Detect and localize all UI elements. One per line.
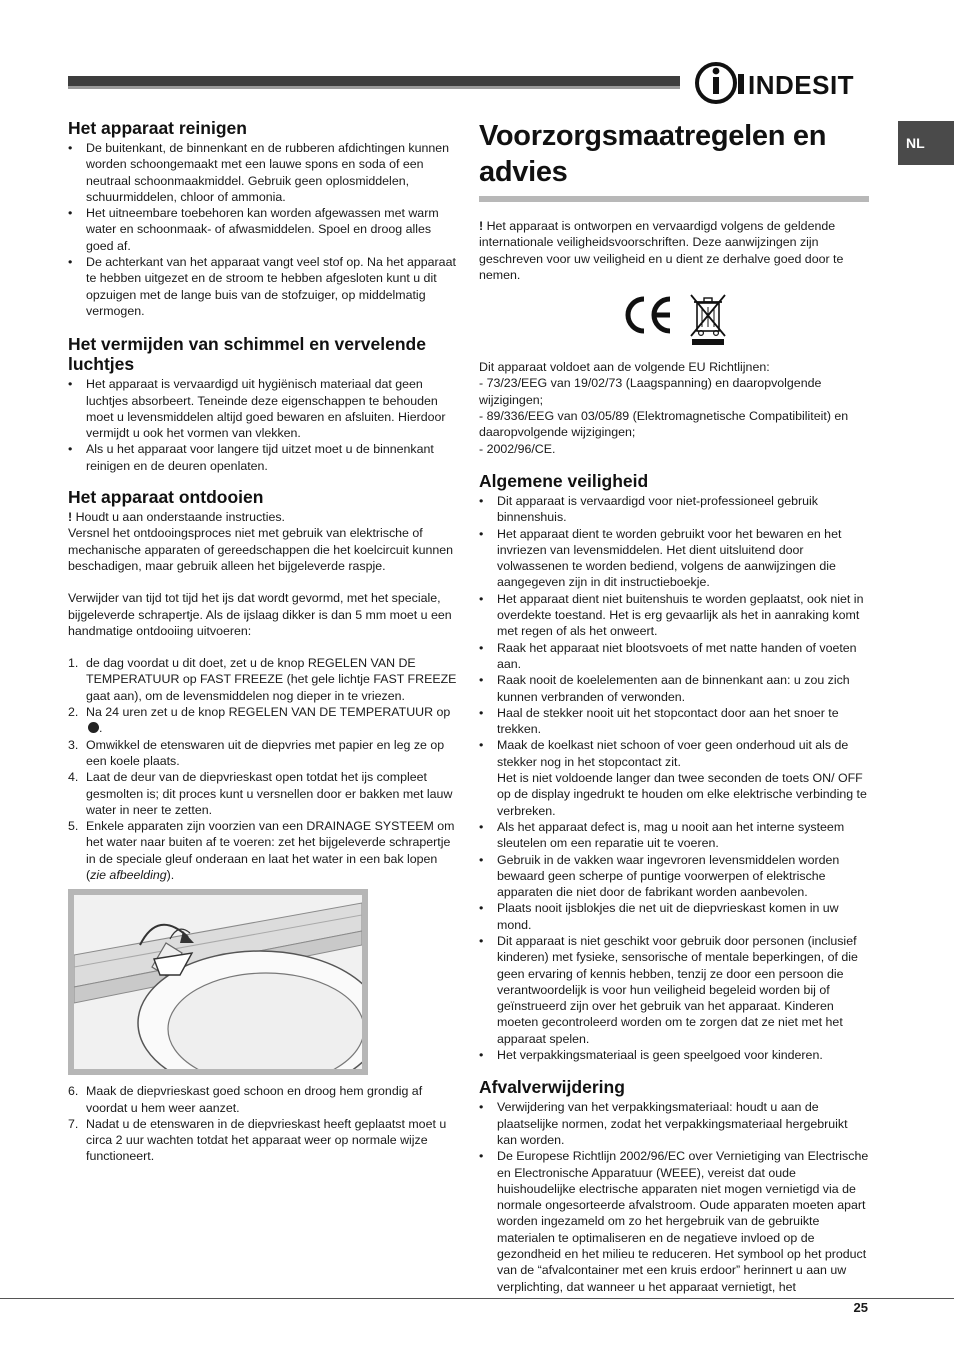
directives-intro: Dit apparaat voldoet aan de volgende EU Richtlijnen: xyxy=(479,360,770,375)
list-item: • De buitenkant, de binnenkant en de rubberen afdichtingen kunnen worden schoongemaakt met een lauwe spons en soda of een neutraal schoonmaakmiddel. Gebruik geen oplosmiddelen, schuurmiddelen, chloor of ammonia. xyxy=(68,140,458,205)
list-item: • Het apparaat is vervaardigd uit hygiënisch materiaal dat geen luchtjes absorbeert. Teneinde deze eigenschappen te behouden moet u levensmiddelen altijd goed bewaren en afsluiten. Hierdoor vermijdt u ook het vormen van vlekken. xyxy=(68,376,458,441)
list-item: • Het apparaat dient te worden gebruikt voor het bewaren en het invriezen van levensmiddelen. Het dient uitsluitend door volwassenen te worden bediend, volgens de aanwijzingen die aangegeven zijn in dit instructieboekje. xyxy=(479,526,869,591)
step-item: 7. Nadat u de etenswaren in de diepvrieskast heeft geplaatst moet u circa 2 uur wachten totdat het apparaat weer op normale wijze functioneert. xyxy=(68,1116,447,1164)
reinigen-list xyxy=(68,140,458,319)
list-item: • Het uitneembare toebehoren kan worden afgewassen met warm water en schoonmaak- of afwasmiddelen. Spoel en droog alles goed af. xyxy=(68,205,458,254)
warning-mark: ! xyxy=(68,510,73,525)
section-title-ontdooien: Het apparaat ontdooien xyxy=(68,487,264,508)
drainage-diagram xyxy=(74,895,362,1069)
list-item: • Het verpakkingsmateriaal is geen speelgoed voor kinderen. xyxy=(479,1047,869,1063)
list-item: • Raak het apparaat niet blootsvoets of met natte handen of voeten aan. xyxy=(479,640,869,673)
list-item: • Als u het apparaat voor langere tijd uitzet moet u de binnenkant reinigen en de deuren openlaten. xyxy=(68,441,458,474)
ontdooien-paragraph: Verwijder van tijd tot tijd het ijs dat wordt gevormd, met het speciale, bijgeleverde schrapertje. Als de ijslaag dikker is dan 5 mm moet u een handmatige ontdooiing uitvoeren: xyxy=(68,591,452,638)
directive-line: - 73/23/EEG van 19/02/73 (Laagspanning) en daaropvolgende wijzigingen; xyxy=(479,376,822,407)
ontdooien-paragraph: Versnel het ontdooingsproces niet met gebruik van elektrische of mechanische apparaten of gereedschappen die het koelcircuit kunnen beschadigen, maar gebruik alleen het bijgeleverde raspje. xyxy=(68,526,454,573)
list-item: • Dit apparaat is niet geschikt voor gebruik door personen (inclusief kinderen) met fysieke, sensorische of mentale beperkingen, of die geen ervaring of kennis hebben, tenzij ze door een persoon die verantwoordelijk is voor hun veiligheid begeleid worden bij of geïnstrueerd zijn over het gebruik van het apparaat. Kinderen moeten gecontroleerd worden om te zorgen dat ze niet met het apparaat spelen. xyxy=(479,933,869,1047)
list-item: • Gebruik in de vakken waar ingevroren levensmiddelen worden bewaard geen scherpe of puntige voorwerpen of elektrische apparaten die niet door de fabrikant worden aanbevolen. xyxy=(479,852,869,901)
list-item: • Als het apparaat defect is, mag u nooit aan het interne systeem sleutelen om een reparatie uit te voeren. xyxy=(479,819,869,852)
afval-list xyxy=(479,1099,869,1295)
header-bar xyxy=(68,76,680,86)
list-item: • De achterkant van het apparaat vangt veel stof op. Na het apparaat te hebben uitgezet en de stroom te hebben afgesloten kunt u dit opzuigen met de lange buis van de stofzuiger, op middelmatig vermogen. xyxy=(68,254,458,319)
ce-mark-icon xyxy=(620,293,676,337)
list-item: • Dit apparaat is vervaardigd voor niet-professioneel gebruik binnenshuis. xyxy=(479,493,869,526)
directive-line: - 89/336/EEG van 03/05/89 (Elektromagnetische Compatibiliteit) en daaropvolgende wijzigingen; xyxy=(479,409,849,440)
step-item: 2. Na 24 uren zet u de knop REGELEN VAN DE TEMPERATUUR op . xyxy=(68,705,451,736)
logo-wordmark: INDESIT xyxy=(748,70,855,100)
list-item: • Verwijdering van het verpakkingsmateriaal: houdt u aan de plaatselijke normen, zodat het verpakkingsmateriaal hergebruikt kan worden. xyxy=(479,1099,869,1148)
directive-line: - 2002/96/CE. xyxy=(479,441,556,456)
defrost-steps xyxy=(68,655,458,883)
step-item: 1. de dag voordat u dit doet, zet u de knop REGELEN VAN DE TEMPERATUUR op FAST FREEZE (het gele lichtje FAST FREEZE gaat aan), om de levensmiddelen nog dieper in te vriezen. xyxy=(68,656,457,703)
section-title-reinigen: Het apparaat reinigen xyxy=(68,118,247,138)
indesit-logo xyxy=(694,60,868,106)
ontdooien-note: ! Houdt u aan onderstaande instructies. xyxy=(68,510,285,525)
defrost-steps-continued xyxy=(68,1083,458,1164)
drainage-illustration xyxy=(68,889,368,1075)
page-title: Voorzorgsmaatregelen en advies xyxy=(479,120,827,188)
left-column xyxy=(68,118,458,1165)
footer-rule xyxy=(0,1298,954,1299)
schimmel-list xyxy=(68,376,458,474)
intro-paragraph: ! Het apparaat is ontworpen en vervaardigd volgens de geldende internationale veiligheidsvoorschriften. Deze aanwijzingen zijn geschreven voor uw veiligheid en u dient ze derhalve goed door te nemen. xyxy=(479,219,844,282)
list-item: • Haal de stekker nooit uit het stopcontact door aan het snoer te trekken. xyxy=(479,705,869,738)
certification-marks xyxy=(479,293,869,345)
step-item: 3. Omwikkel de etenswaren uit de diepvries met papier en leg ze op een koele plaats. xyxy=(68,737,445,768)
step-item: 4. Laat de deur van de diepvrieskast open totdat het ijs compleet gesmolten is; dit proces kunt u versnellen door er bakken met lauw water in neer te zetten. xyxy=(68,770,453,817)
right-column xyxy=(479,118,869,1295)
section-title-veiligheid: Algemene veiligheid xyxy=(479,470,649,491)
page-number: 25 xyxy=(853,1300,868,1315)
veiligheid-list xyxy=(479,493,869,1063)
step-item: 5. Enkele apparaten zijn voorzien van een DRAINAGE SYSTEEM om het water naar buiten af te voeren: zet het bijgeleverde schrapertje in de speciale gleuf onderaan en laat het water in een bak lopen (zie afbeelding). xyxy=(68,819,455,882)
list-item: • Het apparaat dient niet buitenshuis te worden geplaatst, ook niet in overdekte toestand. Het is erg gevaarlijk als het in aanraking komt met regen of als het onweert. xyxy=(479,591,869,640)
language-tab xyxy=(898,121,954,165)
list-item: • Plaats nooit ijsblokjes die net uit de diepvrieskast komen in uw mond. xyxy=(479,900,869,933)
list-item: • De Europese Richtlijn 2002/96/EC over Vernietiging van Electrische en Electronische Apparatuur (WEEE), vereist dat oude huishoudelijke electrische apparaten niet mogen vernietigd via de normale ongesorteerde afvalstroom. Oude apparaten moeten apart worden ingezameld om zo het hergebruik van de gebruikte materialen te optimaliseren en de negatieve invloed op de gezondheid en het milieu te reduceren. Het symbool op het product van de “afvalcontainer met een kruis erdoor” herinnert u aan uw verplichting, dat wanneer u het apparaat vernietigt, het xyxy=(479,1148,869,1295)
section-title-afval: Afvalverwijdering xyxy=(479,1077,625,1098)
section-title-schimmel: Het vermijden van schimmel en vervelende luchtjes xyxy=(68,334,426,375)
title-underline xyxy=(479,196,869,202)
weee-bin-icon xyxy=(688,293,728,345)
language-code: NL xyxy=(906,135,925,151)
off-symbol-icon xyxy=(88,722,99,733)
list-item: • Raak nooit de koelelementen aan de binnenkant aan: u zou zich kunnen verbranden of verwonden. xyxy=(479,672,869,705)
step-item: 6. Maak de diepvrieskast goed schoon en droog hem grondig af voordat u hem weer aanzet. xyxy=(68,1084,423,1115)
list-item: • Maak de koelkast niet schoon of voer geen onderhoud uit als de stekker nog in het stopcontact zit. Het is niet voldoende langer dan twee seconden de toets ON/ OFF op de display ingedrukt te houden om elke elektrische verbinding te verbreken. xyxy=(479,737,869,818)
warning-mark: ! xyxy=(479,219,484,233)
header-bar-shadow xyxy=(68,86,680,89)
